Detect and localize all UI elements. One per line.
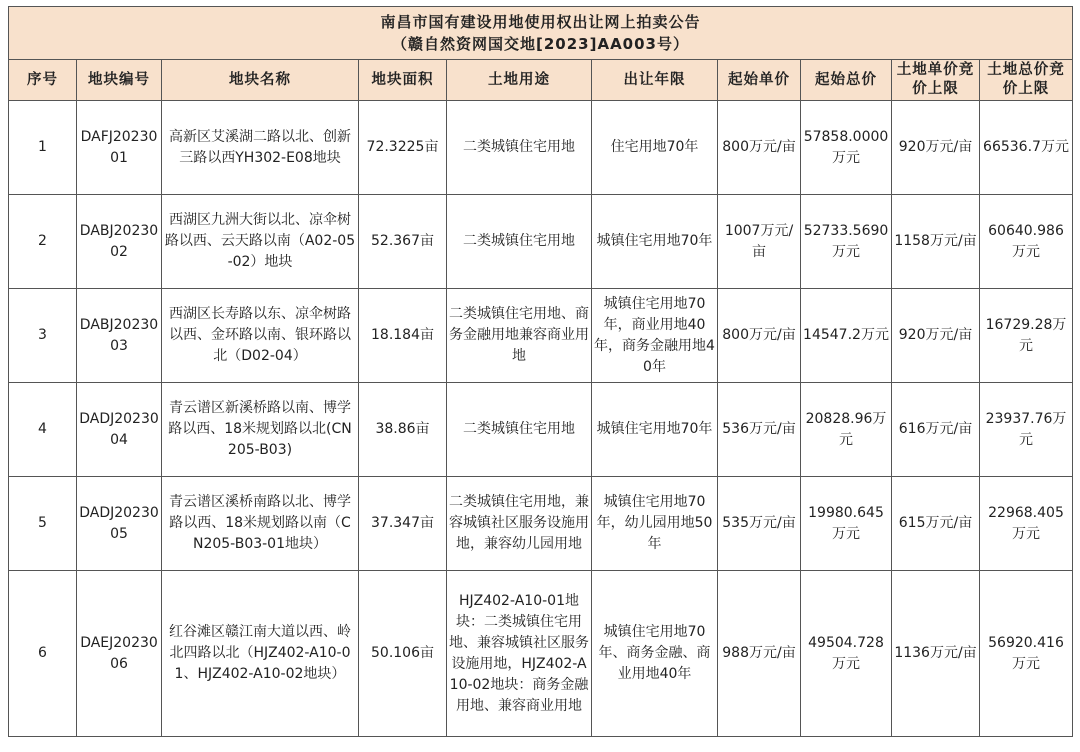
cell-total-start: 52733.5690万元: [801, 195, 892, 289]
header-use: 土地用途: [447, 60, 592, 101]
cell-total-start: 20828.96万元: [801, 383, 892, 477]
cell-seq: 2: [9, 195, 77, 289]
cell-total-cap: 23937.76万元: [980, 383, 1073, 477]
cell-total-cap: 60640.986万元: [980, 195, 1073, 289]
cell-total-start: 19980.645万元: [801, 477, 892, 571]
cell-seq: 4: [9, 383, 77, 477]
cell-total-start: 14547.2万元: [801, 289, 892, 383]
cell-unit-start: 988万元/亩: [718, 571, 801, 737]
cell-area: 52.367亩: [359, 195, 447, 289]
cell-name: 西湖区九洲大街以北、凉伞树路以西、云天路以南（A02-05-02）地块: [162, 195, 359, 289]
cell-unit-start: 536万元/亩: [718, 383, 801, 477]
cell-seq: 5: [9, 477, 77, 571]
cell-code: DABJ2023002: [77, 195, 162, 289]
cell-term: 城镇住宅用地70年: [592, 195, 718, 289]
header-unit-start: 起始单价: [718, 60, 801, 101]
cell-name: 青云谱区溪桥南路以北、博学路以西、18米规划路以南（CN205-B03-01地块）: [162, 477, 359, 571]
notice-title: [9, 7, 1073, 60]
cell-name: 西湖区长寿路以东、凉伞树路以西、金环路以南、银环路以北（D02-04）: [162, 289, 359, 383]
cell-unit-cap: 1136万元/亩: [892, 571, 980, 737]
header-area: 地块面积: [359, 60, 447, 101]
cell-unit-start: 535万元/亩: [718, 477, 801, 571]
cell-code: DABJ2023003: [77, 289, 162, 383]
cell-total-cap: 22968.405万元: [980, 477, 1073, 571]
header-code: 地块编号: [77, 60, 162, 101]
cell-code: DADJ2023004: [77, 383, 162, 477]
header-total-cap: 土地总价竞价上限: [980, 60, 1073, 101]
cell-total-start: 49504.728万元: [801, 571, 892, 737]
cell-use: 二类城镇住宅用地、商务金融用地兼容商业用地: [447, 289, 592, 383]
cell-term: 城镇住宅用地70年: [592, 383, 718, 477]
cell-name: 红谷滩区赣江南大道以西、岭北四路以北（HJZ402-A10-01、HJZ402-A10-02地块）: [162, 571, 359, 737]
table-row: [9, 289, 1073, 383]
cell-use: HJZ402-A10-01地块：二类城镇住宅用地、兼容城镇社区服务设施用地，HJZ402-A10-02地块：商务金融用地、兼容商业用地: [447, 571, 592, 737]
cell-code: DADJ2023005: [77, 477, 162, 571]
cell-area: 37.347亩: [359, 477, 447, 571]
cell-unit-cap: 920万元/亩: [892, 289, 980, 383]
table-row: [9, 383, 1073, 477]
cell-term: 城镇住宅用地70年、商务金融、商业用地40年: [592, 571, 718, 737]
cell-use: 二类城镇住宅用地: [447, 101, 592, 195]
title-line-2: （赣自然资网国交地[2023]AA003号）: [392, 35, 689, 53]
cell-code: DAEJ2023006: [77, 571, 162, 737]
cell-unit-cap: 1158万元/亩: [892, 195, 980, 289]
header-unit-cap: 土地单价竞价上限: [892, 60, 980, 101]
header-term: 出让年限: [592, 60, 718, 101]
cell-seq: 1: [9, 101, 77, 195]
cell-use: 二类城镇住宅用地，兼容城镇社区服务设施用地，兼容幼儿园用地: [447, 477, 592, 571]
title-line-1: 南昌市国有建设用地使用权出让网上拍卖公告: [380, 13, 701, 31]
table-row: [9, 195, 1073, 289]
header-row: [9, 60, 1073, 101]
cell-unit-start: 800万元/亩: [718, 289, 801, 383]
cell-term: 城镇住宅用地70年，商业用地40年，商务金融用地40年: [592, 289, 718, 383]
cell-use: 二类城镇住宅用地: [447, 195, 592, 289]
cell-unit-start: 800万元/亩: [718, 101, 801, 195]
cell-unit-cap: 920万元/亩: [892, 101, 980, 195]
cell-area: 38.86亩: [359, 383, 447, 477]
cell-seq: 6: [9, 571, 77, 737]
table-row: [9, 101, 1073, 195]
cell-name: 高新区艾溪湖二路以北、创新三路以西YH302-E08地块: [162, 101, 359, 195]
cell-total-cap: 56920.416万元: [980, 571, 1073, 737]
cell-term: 住宅用地70年: [592, 101, 718, 195]
cell-total-cap: 16729.28万元: [980, 289, 1073, 383]
table-row: [9, 477, 1073, 571]
auction-table: [8, 6, 1073, 737]
header-name: 地块名称: [162, 60, 359, 101]
cell-unit-cap: 615万元/亩: [892, 477, 980, 571]
cell-total-start: 57858.0000万元: [801, 101, 892, 195]
cell-code: DAFJ2023001: [77, 101, 162, 195]
cell-total-cap: 66536.7万元: [980, 101, 1073, 195]
notice-document: [8, 6, 1072, 746]
header-total-start: 起始总价: [801, 60, 892, 101]
cell-area: 50.106亩: [359, 571, 447, 737]
table-row: [9, 571, 1073, 737]
cell-name: 青云谱区新溪桥路以南、博学路以西、18米规划路以北(CN205-B03): [162, 383, 359, 477]
header-seq: 序号: [9, 60, 77, 101]
cell-area: 72.3225亩: [359, 101, 447, 195]
cell-unit-start: 1007万元/亩: [718, 195, 801, 289]
cell-area: 18.184亩: [359, 289, 447, 383]
cell-term: 城镇住宅用地70年，幼儿园用地50年: [592, 477, 718, 571]
cell-use: 二类城镇住宅用地: [447, 383, 592, 477]
cell-seq: 3: [9, 289, 77, 383]
cell-unit-cap: 616万元/亩: [892, 383, 980, 477]
